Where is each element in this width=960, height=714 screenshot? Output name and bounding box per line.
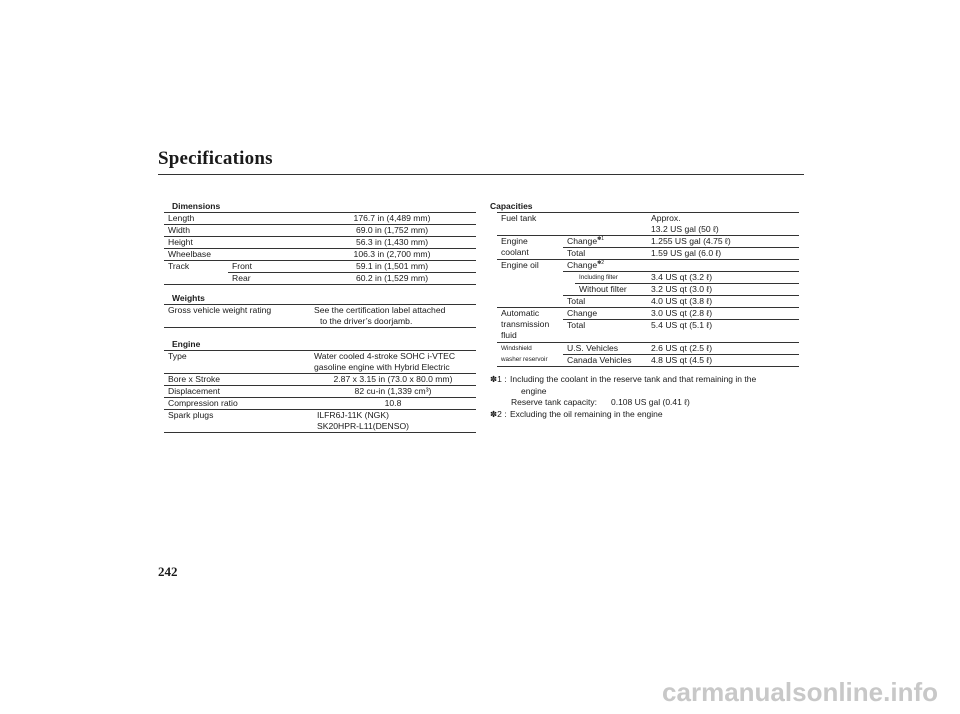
cap-value: 3.0 US qt (2.8 ℓ)	[647, 308, 799, 320]
table-row	[164, 249, 476, 261]
engine-label: Bore x Stroke	[164, 374, 310, 386]
cap-value: 4.0 US qt (3.8 ℓ)	[647, 296, 799, 308]
cap-sublabel: Total	[563, 320, 647, 343]
footnote-text: Including the coolant in the reserve tank and that remaining in the	[510, 374, 757, 384]
cap-label: Engine oil	[497, 260, 563, 308]
cap-value-line: 13.2 US gal (50 ℓ)	[651, 224, 719, 234]
footnote-2	[490, 409, 756, 421]
table-row	[164, 410, 476, 433]
footnote-text: engine	[521, 385, 547, 396]
table-row	[497, 308, 799, 320]
engine-value-line: ILFR6J-11K (NGK)	[317, 410, 389, 420]
footnotes	[490, 374, 756, 420]
engine-value: 2.87 x 3.15 in (73.0 x 80.0 mm)	[310, 374, 476, 386]
cap-label	[497, 236, 563, 260]
engine-value	[310, 410, 476, 433]
engine-value-line: SK20HPR-L11(DENSO)	[317, 421, 410, 431]
dim-value: 176.7 in (4,489 mm)	[308, 213, 476, 225]
engine-value: 10.8	[310, 398, 476, 410]
dim-label: Height	[164, 237, 308, 249]
footnote-mark: ✽1	[597, 236, 605, 243]
dim-value: 60.2 in (1,529 mm)	[308, 273, 476, 285]
cap-sublabel: Total	[563, 248, 647, 260]
page-number: 242	[158, 564, 178, 579]
table-row	[497, 343, 799, 355]
cap-sublabel: Total	[563, 296, 647, 308]
table-row	[164, 398, 476, 410]
dimensions-table	[164, 212, 476, 285]
cap-value	[647, 213, 799, 236]
footnote-reserve	[490, 397, 756, 409]
cap-sublabel-text: Change	[567, 260, 598, 270]
footnote-1	[490, 374, 756, 386]
cap-sublabel: Change	[563, 308, 647, 320]
cap-value: 3.2 US qt (3.0 ℓ)	[647, 284, 799, 296]
footnote-marker: ✽1 :	[490, 374, 507, 384]
cap-label-line: washer reservoir	[501, 356, 548, 363]
cap-value-line: Approx.	[651, 213, 681, 223]
cap-label-line: transmission	[501, 319, 550, 329]
cap-label-line: Automatic	[501, 308, 540, 318]
footnote-text: Excluding the oil remaining in the engine	[510, 408, 663, 419]
dim-value: 69.0 in (1,752 mm)	[308, 225, 476, 237]
dim-label: Track	[164, 261, 228, 285]
reserve-value: 0.108 US gal (0.41 ℓ)	[610, 397, 690, 407]
reserve-label: Reserve tank capacity:	[511, 397, 597, 407]
dim-value: 59.1 in (1,501 mm)	[308, 261, 476, 273]
dimensions-heading: Dimensions	[172, 201, 221, 211]
weights-value-line: See the certification label attached	[314, 305, 446, 315]
page-title: Specifications	[158, 148, 273, 169]
table-row	[164, 374, 476, 386]
cap-label-line: Windshield	[501, 345, 532, 352]
cap-value: 1.255 US gal (4.75 ℓ)	[647, 236, 799, 248]
capacities-heading: Capacities	[490, 201, 533, 211]
table-row	[164, 213, 476, 225]
footnote-mark: ✽2	[597, 260, 605, 267]
cap-sublabel: U.S. Vehicles	[563, 343, 647, 355]
weights-heading: Weights	[172, 293, 205, 303]
engine-value	[310, 351, 476, 374]
engine-heading: Engine	[172, 339, 201, 349]
table-row	[497, 213, 799, 236]
watermark: carmanualsonline.info	[662, 677, 938, 707]
cap-label-line: coolant	[501, 247, 529, 257]
dim-label: Width	[164, 225, 308, 237]
cap-label: Fuel tank	[497, 213, 647, 236]
cap-value: 2.6 US qt (2.5 ℓ)	[647, 343, 799, 355]
cap-sublabel: Canada Vehicles	[563, 355, 647, 367]
cap-value: 1.59 US gal (6.0 ℓ)	[647, 248, 799, 260]
dim-value: 56.3 in (1,430 mm)	[308, 237, 476, 249]
cap-label-line: fluid	[501, 330, 517, 340]
table-row	[164, 386, 476, 398]
table-row	[164, 225, 476, 237]
table-row	[164, 261, 476, 273]
engine-label: Spark plugs	[164, 410, 310, 433]
cap-value: 5.4 US qt (5.1 ℓ)	[647, 320, 799, 343]
cap-sublabel	[563, 260, 799, 272]
cap-label	[497, 343, 563, 367]
table-row	[164, 351, 476, 374]
cap-sublabel-text: Change	[567, 236, 598, 246]
dim-sublabel: Rear	[228, 273, 308, 285]
dim-label: Length	[164, 213, 308, 225]
weights-table	[164, 304, 476, 328]
engine-label: Compression ratio	[164, 398, 310, 410]
table-row	[497, 260, 799, 272]
weights-value-line: to the driver’s doorjamb.	[320, 316, 413, 326]
cap-value: 4.8 US qt (4.5 ℓ)	[647, 355, 799, 367]
engine-label: Displacement	[164, 386, 310, 398]
cap-label-line: Engine	[501, 236, 528, 246]
title-divider	[158, 174, 804, 175]
dim-sublabel: Front	[228, 261, 308, 273]
capacities-table	[497, 212, 799, 367]
engine-label: Type	[164, 351, 310, 374]
engine-value: 82 cu-in (1,339 cm³)	[310, 386, 476, 398]
cap-label	[497, 308, 563, 343]
table-row	[497, 236, 799, 248]
cap-value: 3.4 US qt (3.2 ℓ)	[647, 272, 799, 284]
footnote-marker: ✽2 :	[490, 408, 507, 419]
weights-value	[310, 305, 476, 328]
cap-sublabel	[563, 236, 647, 248]
cap-spacer	[563, 272, 575, 296]
engine-table	[164, 350, 476, 433]
dim-value: 106.3 in (2,700 mm)	[308, 249, 476, 261]
table-row	[164, 237, 476, 249]
engine-value-line: gasoline engine with Hybrid Electric	[314, 362, 450, 372]
table-row	[164, 305, 476, 328]
dim-label: Wheelbase	[164, 249, 308, 261]
cap-sublabel: Including filter	[575, 272, 647, 284]
cap-sublabel: Without filter	[575, 284, 647, 296]
engine-value-line: Water cooled 4-stroke SOHC i-VTEC	[314, 351, 456, 361]
weights-label: Gross vehicle weight rating	[164, 305, 310, 328]
